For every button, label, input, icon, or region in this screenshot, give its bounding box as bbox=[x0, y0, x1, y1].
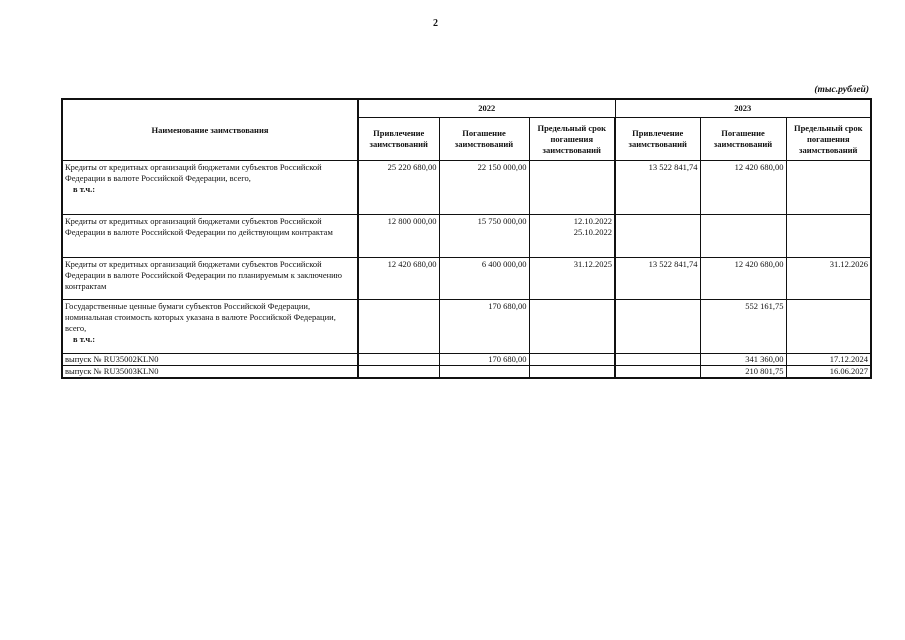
cell-repay-2022: 6 400 000,00 bbox=[439, 258, 529, 300]
borrowing-table bbox=[61, 98, 872, 379]
cell-raise-2023: 13 522 841,74 bbox=[615, 161, 700, 215]
cell-repay-2023: 210 801,75 bbox=[700, 366, 786, 379]
cell-repay-2023: 12 420 680,00 bbox=[700, 258, 786, 300]
table-row bbox=[62, 258, 871, 300]
cell-repay-2023 bbox=[700, 215, 786, 258]
row-suffix: в т.ч.: bbox=[73, 184, 96, 194]
page-number: 2 bbox=[433, 18, 438, 29]
cell-deadline-2023: 16.06.2027 bbox=[786, 366, 871, 379]
row-name: Кредиты от кредитных организаций бюджетами субъектов Российской Федерации в валюте Российской Федерации по планируемым к заключению контрактам bbox=[62, 258, 358, 300]
cell-deadline-2023 bbox=[786, 215, 871, 258]
cell-deadline-2023: 17.12.2024 bbox=[786, 354, 871, 366]
cell-deadline-2022 bbox=[529, 366, 615, 379]
cell-raise-2022: 12 800 000,00 bbox=[358, 215, 439, 258]
row-suffix: в т.ч.: bbox=[73, 334, 96, 344]
subheader-deadline-2023: Предельный срок погашения заимствований bbox=[786, 118, 871, 161]
header-year-2022: 2022 bbox=[358, 99, 615, 118]
cell-deadline-2022: 31.12.2025 bbox=[529, 258, 615, 300]
cell-raise-2022 bbox=[358, 366, 439, 379]
header-year-2023: 2023 bbox=[615, 99, 871, 118]
cell-deadline-2023 bbox=[786, 161, 871, 215]
units-label: (тыс.рублей) bbox=[814, 85, 869, 95]
cell-raise-2022: 25 220 680,00 bbox=[358, 161, 439, 215]
row-name: Кредиты от кредитных организаций бюджетами субъектов Российской Федерации в валюте Российской Федерации, всего, в т.ч.: bbox=[62, 161, 358, 215]
subheader-raise-2022: Привлечение заимствований bbox=[358, 118, 439, 161]
row-name: выпуск № RU35002KLN0 bbox=[62, 354, 358, 366]
cell-deadline-2023: 31.12.2026 bbox=[786, 258, 871, 300]
cell-repay-2022: 170 680,00 bbox=[439, 300, 529, 354]
cell-raise-2022 bbox=[358, 300, 439, 354]
table-row bbox=[62, 215, 871, 258]
cell-deadline-2022 bbox=[529, 354, 615, 366]
cell-deadline-2023 bbox=[786, 300, 871, 354]
cell-deadline-2022 bbox=[529, 161, 615, 215]
cell-raise-2022 bbox=[358, 354, 439, 366]
cell-raise-2023 bbox=[615, 300, 700, 354]
cell-raise-2023 bbox=[615, 354, 700, 366]
table-row bbox=[62, 366, 871, 379]
cell-repay-2023: 552 161,75 bbox=[700, 300, 786, 354]
cell-repay-2022: 170 680,00 bbox=[439, 354, 529, 366]
table-row bbox=[62, 300, 871, 354]
cell-repay-2022 bbox=[439, 366, 529, 379]
cell-raise-2023: 13 522 841,74 bbox=[615, 258, 700, 300]
subheader-repay-2023: Погашение заимствований bbox=[700, 118, 786, 161]
cell-repay-2023: 12 420 680,00 bbox=[700, 161, 786, 215]
subheader-deadline-2022: Предельный срок погашения заимствований bbox=[529, 118, 615, 161]
subheader-raise-2023: Привлечение заимствований bbox=[615, 118, 700, 161]
header-name: Наименование заимствования bbox=[62, 99, 358, 161]
table-row bbox=[62, 354, 871, 366]
subheader-repay-2022: Погашение заимствований bbox=[439, 118, 529, 161]
cell-repay-2022: 22 150 000,00 bbox=[439, 161, 529, 215]
cell-raise-2023 bbox=[615, 215, 700, 258]
cell-raise-2023 bbox=[615, 366, 700, 379]
table-row bbox=[62, 161, 871, 215]
row-name: Кредиты от кредитных организаций бюджетами субъектов Российской Федерации в валюте Российской Федерации по действующим контрактам bbox=[62, 215, 358, 258]
cell-repay-2022: 15 750 000,00 bbox=[439, 215, 529, 258]
row-name: выпуск № RU35003KLN0 bbox=[62, 366, 358, 379]
cell-repay-2023: 341 360,00 bbox=[700, 354, 786, 366]
cell-deadline-2022 bbox=[529, 300, 615, 354]
cell-deadline-2022: 12.10.2022 25.10.2022 bbox=[529, 215, 615, 258]
row-name: Государственные ценные бумаги субъектов Российской Федерации, номинальная стоимость которых указана в валюте Российской Федерации, всего, в т.ч.: bbox=[62, 300, 358, 354]
cell-raise-2022: 12 420 680,00 bbox=[358, 258, 439, 300]
